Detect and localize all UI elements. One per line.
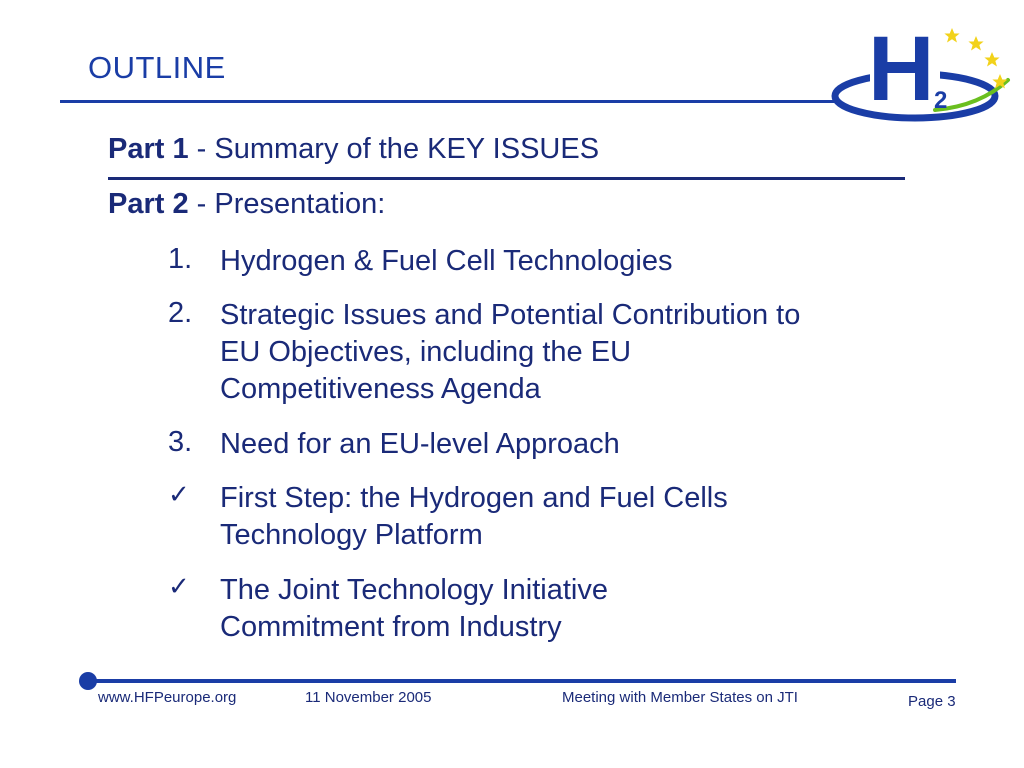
footer-meeting: Meeting with Member States on JTI bbox=[562, 689, 798, 706]
list-item-line: Commitment from Industry bbox=[220, 611, 562, 643]
part-2-text: - Presentation: bbox=[188, 188, 386, 220]
list-item-text bbox=[220, 297, 920, 408]
title-divider bbox=[60, 100, 838, 103]
star-icon bbox=[984, 52, 999, 66]
list-item-line: Competitiveness Agenda bbox=[220, 373, 541, 405]
part-1-text: - Summary of the KEY ISSUES bbox=[188, 133, 600, 165]
list-item-text bbox=[220, 572, 920, 646]
list-item-line: The Joint Technology Initiative bbox=[220, 574, 608, 606]
list-item-line: Technology Platform bbox=[220, 519, 483, 551]
star-icon bbox=[968, 36, 983, 50]
list-item-line: First Step: the Hydrogen and Fuel Cells bbox=[220, 482, 728, 514]
list-number: 3. bbox=[168, 426, 193, 458]
page-number: Page 3 bbox=[908, 693, 956, 710]
h2-logo bbox=[830, 18, 1020, 130]
list-item-line: Need for an EU-level Approach bbox=[220, 428, 620, 460]
logo-subscript: 2 bbox=[934, 87, 948, 114]
slide-title: OUTLINE bbox=[88, 50, 226, 85]
part-2-line bbox=[108, 188, 385, 221]
part-divider bbox=[108, 177, 905, 180]
checkmark-icon: ✓ bbox=[168, 572, 190, 602]
list-number: 1. bbox=[168, 243, 193, 275]
list-item-text bbox=[220, 480, 920, 554]
list-item-text bbox=[220, 426, 920, 463]
part-1-line bbox=[108, 133, 599, 166]
footer-url: www.HFPeurope.org bbox=[98, 689, 237, 706]
list-item-line: EU Objectives, including the EU bbox=[220, 336, 632, 368]
list-item-text bbox=[220, 243, 920, 280]
list-item-line: Hydrogen & Fuel Cell Technologies bbox=[220, 245, 673, 277]
list-number: 2. bbox=[168, 297, 193, 329]
star-icon bbox=[944, 28, 959, 42]
part-2-label: Part 2 bbox=[108, 188, 189, 220]
part-1-label: Part 1 bbox=[108, 133, 189, 165]
checkmark-icon: ✓ bbox=[168, 480, 190, 510]
list-item-line: Strategic Issues and Potential Contribution to bbox=[220, 299, 801, 331]
logo-h-letter: H bbox=[868, 18, 935, 120]
footer-dot bbox=[79, 672, 97, 690]
footer-date: 11 November 2005 bbox=[305, 689, 432, 706]
